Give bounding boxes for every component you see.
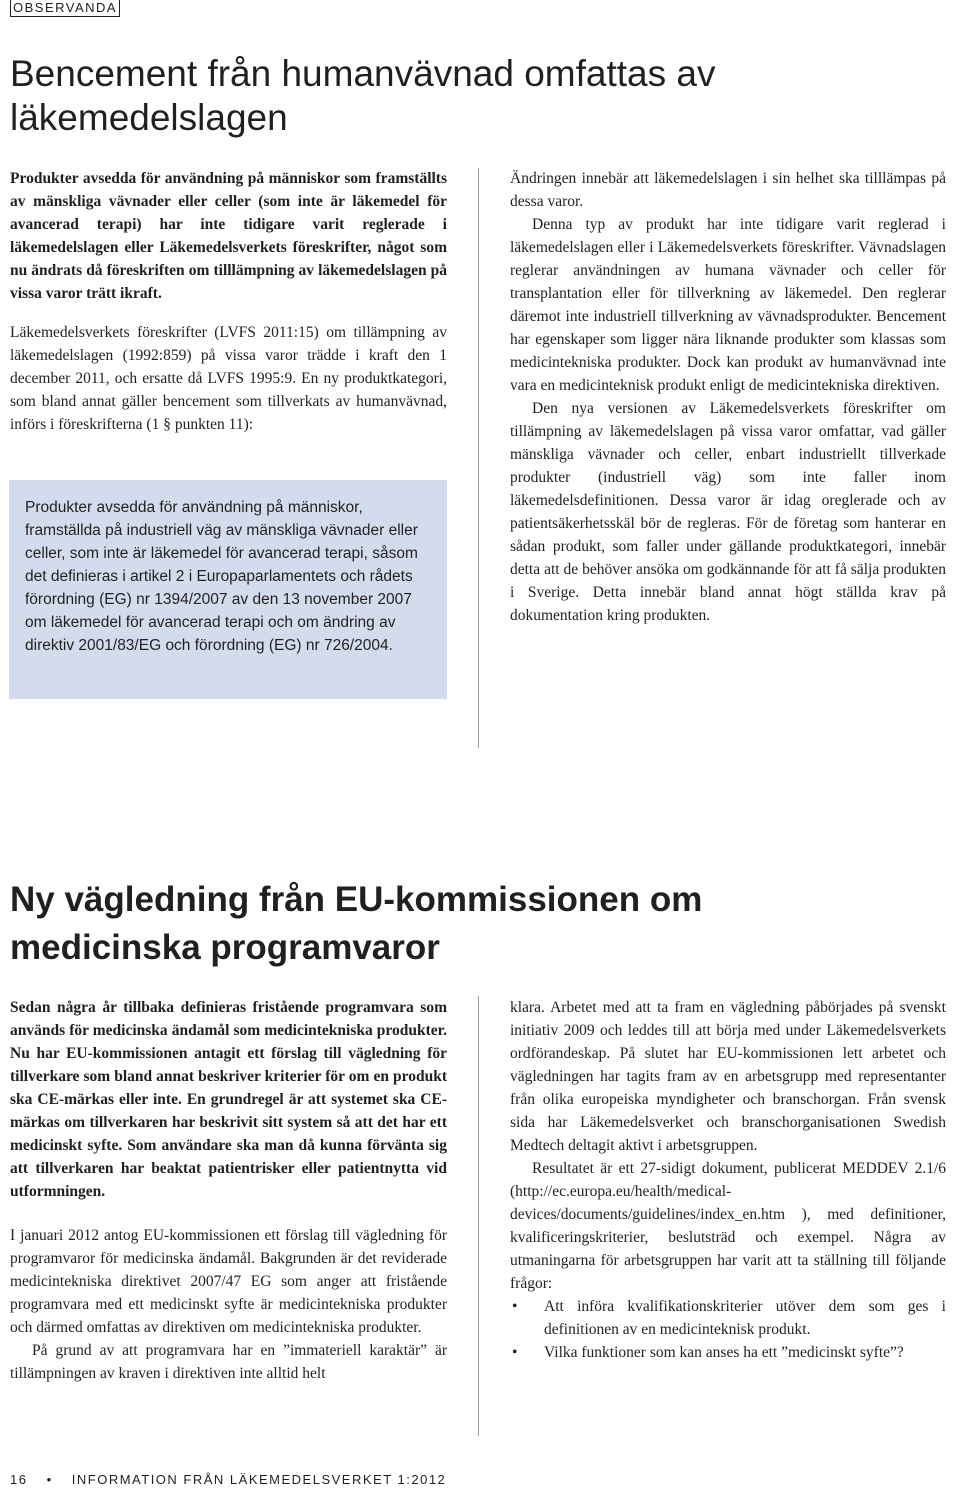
article-paragraph: klara. Arbetet med att ta fram en vägledning påbörjades på svenskt initiativ 2009 och leddes till att börja med under Läkemedelsverkets ordförandeskap. På slutet har EU-kommissionen lett arbetet och vägledningen har tagits fram av en arbetsgrupp med representanter från olika europeiska myndigheter och branschorgan. Från svensk sida har Läkemedelsverket och branschorganisationen Swedish Medtech deltagit aktivt i arbetsgruppen. xyxy=(510,999,946,1154)
section-label: OBSERVANDA xyxy=(10,0,120,17)
list-item-text: Att införa kvalifikationskriterier utöver dem som ges i definitionen av en medicinteknisk produkt. xyxy=(544,1298,946,1338)
article-left-column xyxy=(10,996,447,1385)
article-right-column xyxy=(510,996,946,1364)
article-paragraph: Ändringen innebär att läkemedelslagen i sin helhet ska tilllämpas på dessa varor. xyxy=(510,170,946,210)
bullet-list xyxy=(510,1295,946,1364)
article-right-column xyxy=(510,167,946,627)
article-paragraph: I januari 2012 antog EU-kommissionen ett förslag till vägledning för programvaror för medicinska ändamål. Bakgrunden är det reviderade medicintekniska direktivet 2007/47 EG som anger att fristående programvara med ett medicinskt syfte är medicintekniska produkter och därmed omfattas av direktiven om medicintekniska produkter. xyxy=(10,1227,447,1336)
footer-separator: • xyxy=(46,1472,53,1487)
quote-box xyxy=(9,480,447,699)
publication-name: INFORMATION FRÅN LÄKEMEDELSVERKET 1:2012 xyxy=(71,1472,447,1487)
article-lead: Sedan några år tillbaka definieras fristående programvara som används för medicinska ändamål som medicintekniska produkter. Nu har EU-kommissionen antagit ett förslag till vägledning för tillverkare som bland annat beskriver kriterier för om en produkt ska CE-märkas eller inte. En grundregel är att systemet ska CE-märkas om tillverkaren har beskrivit sitt system så att det har ett medicinskt syfte. Som användare ska man då kunna förvänta sig att tillverkaren har beaktat patientrisker eller patientnytta vid utformningen. xyxy=(10,999,447,1200)
page-number: 16 xyxy=(10,1472,28,1487)
list-item xyxy=(510,1341,946,1364)
article-title: Bencement från humanvävnad omfattas av läkemedelslagen xyxy=(10,53,716,138)
article-paragraph: Resultatet är ett 27-sidigt dokument, publicerat MEDDEV 2.1/6 (http://ec.europa.eu/health/medical-devices/documents/guidelines/index_en.htm ), med definitioner, kvalificeringskriterier, beslutsträd och exempel. Några av utmaningarna för arbetsgruppen har varit att ta ställning till följande frågor: xyxy=(510,1160,946,1292)
article-left-column xyxy=(10,167,447,436)
article-paragraph: På grund av att programvara har en ”immateriell karaktär” är tillämpningen av kraven i direktiven inte alltid helt xyxy=(10,1342,447,1382)
article-paragraph: Läkemedelsverkets föreskrifter (LVFS 2011:15) om tillämpning av läkemedelslagen (1992:859) på vissa varor trädde i kraft den 1 december 2011, och ersatte då LVFS 1995:9. En ny produktkategori, som bland annat gäller bencement som tillverkats av humanvävnad, införs i föreskrifterna (1 § punkten 11): xyxy=(10,324,447,433)
list-item-text: Vilka funktioner som kan anses ha ett ”medicinskt syfte”? xyxy=(544,1344,904,1361)
article-lead: Produkter avsedda för användning på människor som framställts av mänskliga vävnader eller celler (som inte är läkemedel för avancerad terapi) har inte tidigare varit reglerade i läkemedelslagen eller Läkemedelsverkets föreskrifter, något som nu ändrats då föreskriften om tilllämpning av läkemedelslagen på vissa varor trätt ikraft. xyxy=(10,170,447,302)
article-paragraph: Den nya versionen av Läkemedelsverkets föreskrifter om tillämpning av läkemedelslagen på vissa varor omfattar, vad gäller mänskliga vävnader och celler, enbart industriellt tillverkade produkter (industriell väg) som inte faller inom läkemedelsdefinitionen. Dessa varor är idag oreglerade och av patientsäkerhetsskäl bör de regleras. För de företag som hanterar en sådan produkt, som faller under gällande produktkategori, innebär detta att de behöver ansöka om godkännande för att få sälja produkten i Sverige. Detta innebär bland annat högt ställda krav på dokumentation kring produkten. xyxy=(510,400,946,624)
quote-text: Produkter avsedda för användning på människor, framställda på industriell väg av mänskliga vävnader eller celler, som inte är läkemedel för avancerad terapi, såsom det definieras i artikel 2 i Europaparlamentets och rådets förordning (EG) nr 1394/2007 av den 13 november 2007 om läkemedel för avancerad terapi och om ändring av direktiv 2001/83/EG och förordning (EG) nr 726/2004. xyxy=(25,499,418,654)
bullet-icon: • xyxy=(512,1298,518,1315)
column-divider xyxy=(478,168,479,748)
bullet-icon: • xyxy=(512,1344,518,1361)
article-title: Ny vägledning från EU-kommissionen om medicinska programvaror xyxy=(10,880,703,967)
list-item xyxy=(510,1295,946,1341)
article-paragraph: Denna typ av produkt har inte tidigare varit reglerad i läkemedelslagen eller i Läkemedelsverkets föreskrifter. Vävnadslagen reglerar användningen av humana vävnader och celler för transplantation eller för tillverkning av läkemedel. Den reglerar däremot inte industriell tillverkning av vävnadsprodukter. Bencement har egenskaper som ligger nära liknande produkter som klassas som medicintekniska produkter. Dock kan produkt av humanvävnad inte vara en medicinteknisk produkt enligt de medicintekniska direktiven. xyxy=(510,216,946,394)
column-divider xyxy=(478,996,479,1436)
page-footer xyxy=(10,1472,446,1487)
